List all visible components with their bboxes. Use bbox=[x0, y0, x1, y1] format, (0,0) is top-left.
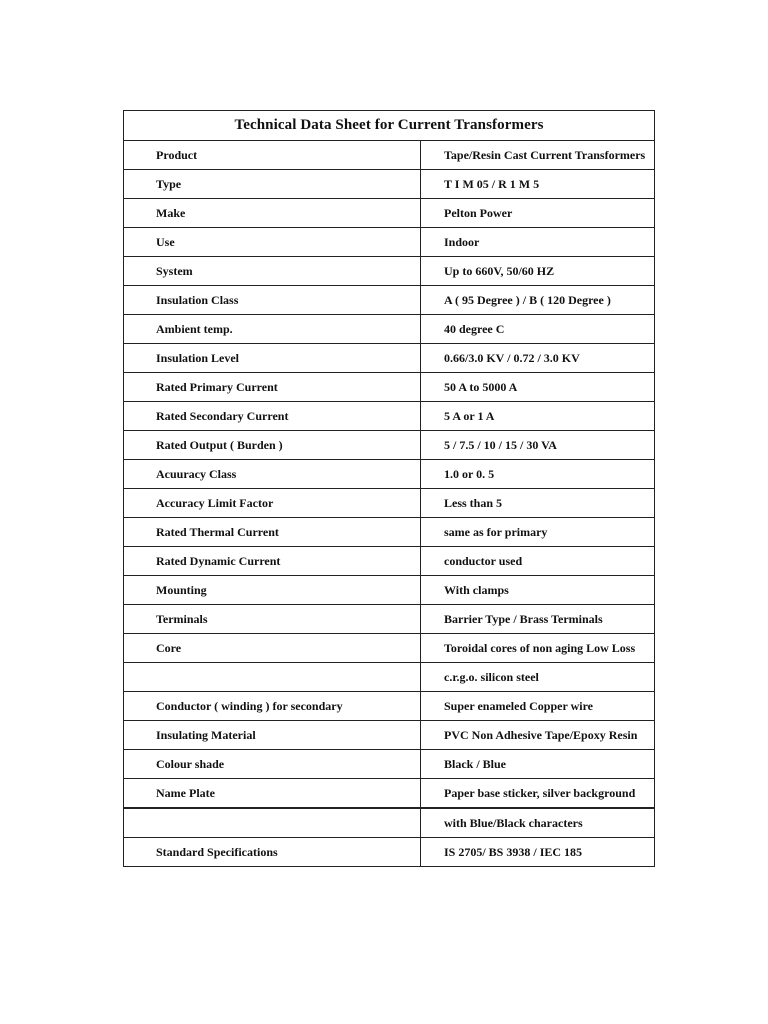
spec-label: Insulation Level bbox=[124, 344, 421, 373]
table-row bbox=[124, 605, 654, 634]
spec-value: with Blue/Black characters bbox=[421, 808, 655, 838]
spec-value: 1.0 or 0. 5 bbox=[421, 460, 655, 489]
table-row bbox=[124, 808, 654, 838]
spec-table bbox=[124, 141, 654, 866]
spec-value: Black / Blue bbox=[421, 750, 655, 779]
spec-value: Barrier Type / Brass Terminals bbox=[421, 605, 655, 634]
table-row bbox=[124, 721, 654, 750]
table-row bbox=[124, 257, 654, 286]
spec-label: Colour shade bbox=[124, 750, 421, 779]
spec-label: Type bbox=[124, 170, 421, 199]
table-row bbox=[124, 692, 654, 721]
sheet-title: Technical Data Sheet for Current Transformers bbox=[124, 111, 654, 141]
table-row bbox=[124, 838, 654, 867]
spec-label: Rated Output ( Burden ) bbox=[124, 431, 421, 460]
table-row bbox=[124, 170, 654, 199]
spec-label: Standard Specifications bbox=[124, 838, 421, 867]
table-row bbox=[124, 344, 654, 373]
spec-label: Rated Primary Current bbox=[124, 373, 421, 402]
table-row bbox=[124, 518, 654, 547]
spec-label: Use bbox=[124, 228, 421, 257]
table-row bbox=[124, 199, 654, 228]
table-row bbox=[124, 402, 654, 431]
spec-label bbox=[124, 663, 421, 692]
table-row bbox=[124, 315, 654, 344]
spec-label: Ambient temp. bbox=[124, 315, 421, 344]
data-sheet bbox=[123, 110, 655, 867]
spec-label: Insulation Class bbox=[124, 286, 421, 315]
spec-value: PVC Non Adhesive Tape/Epoxy Resin bbox=[421, 721, 655, 750]
table-row bbox=[124, 779, 654, 809]
spec-value: IS 2705/ BS 3938 / IEC 185 bbox=[444, 845, 583, 859]
spec-value: A ( 95 Degree ) / B ( 120 Degree ) bbox=[421, 286, 655, 315]
spec-value: conductor used bbox=[421, 547, 655, 576]
spec-label: System bbox=[124, 257, 421, 286]
table-row bbox=[124, 228, 654, 257]
spec-value: Super enameled Copper wire bbox=[421, 692, 655, 721]
spec-label: Accuracy Limit Factor bbox=[124, 489, 421, 518]
table-row bbox=[124, 663, 654, 692]
table-row bbox=[124, 373, 654, 402]
spec-label: Terminals bbox=[124, 605, 421, 634]
spec-value: Less than 5 bbox=[421, 489, 655, 518]
spec-label: Rated Secondary Current bbox=[124, 402, 421, 431]
table-row bbox=[124, 286, 654, 315]
spec-label: Name Plate bbox=[124, 779, 421, 809]
table-row bbox=[124, 489, 654, 518]
table-row bbox=[124, 576, 654, 605]
table-row bbox=[124, 431, 654, 460]
spec-label bbox=[124, 808, 421, 838]
spec-label: Conductor ( winding ) for secondary bbox=[124, 692, 421, 721]
spec-value: Pelton Power bbox=[421, 199, 655, 228]
spec-value: 5 / 7.5 / 10 / 15 / 30 VA bbox=[421, 431, 655, 460]
spec-label: Make bbox=[124, 199, 421, 228]
spec-value: Tape/Resin Cast Current Transformers bbox=[421, 141, 655, 170]
table-row bbox=[124, 141, 654, 170]
spec-value: With clamps bbox=[421, 576, 655, 605]
spec-value: T I M 05 / R 1 M 5 bbox=[421, 170, 655, 199]
spec-value: Toroidal cores of non aging Low Loss bbox=[421, 634, 655, 663]
spec-label: Core bbox=[124, 634, 421, 663]
spec-label: Rated Thermal Current bbox=[124, 518, 421, 547]
spec-label: Product bbox=[124, 141, 421, 170]
spec-label: Rated Dynamic Current bbox=[124, 547, 421, 576]
table-row bbox=[124, 547, 654, 576]
table-row bbox=[124, 460, 654, 489]
spec-value: 50 A to 5000 A bbox=[421, 373, 655, 402]
spec-value: 5 A or 1 A bbox=[421, 402, 655, 431]
spec-value: Up to 660V, 50/60 HZ bbox=[421, 257, 655, 286]
spec-label: Insulating Material bbox=[124, 721, 421, 750]
spec-value: Paper base sticker, silver background bbox=[421, 779, 655, 809]
spec-label: Acuuracy Class bbox=[124, 460, 421, 489]
spec-value: same as for primary bbox=[421, 518, 655, 547]
spec-value: c.r.g.o. silicon steel bbox=[421, 663, 655, 692]
table-row bbox=[124, 634, 654, 663]
spec-value: 0.66/3.0 KV / 0.72 / 3.0 KV bbox=[421, 344, 655, 373]
spec-value: Indoor bbox=[421, 228, 655, 257]
spec-label: Mounting bbox=[124, 576, 421, 605]
table-row bbox=[124, 750, 654, 779]
spec-value: 40 degree C bbox=[421, 315, 655, 344]
